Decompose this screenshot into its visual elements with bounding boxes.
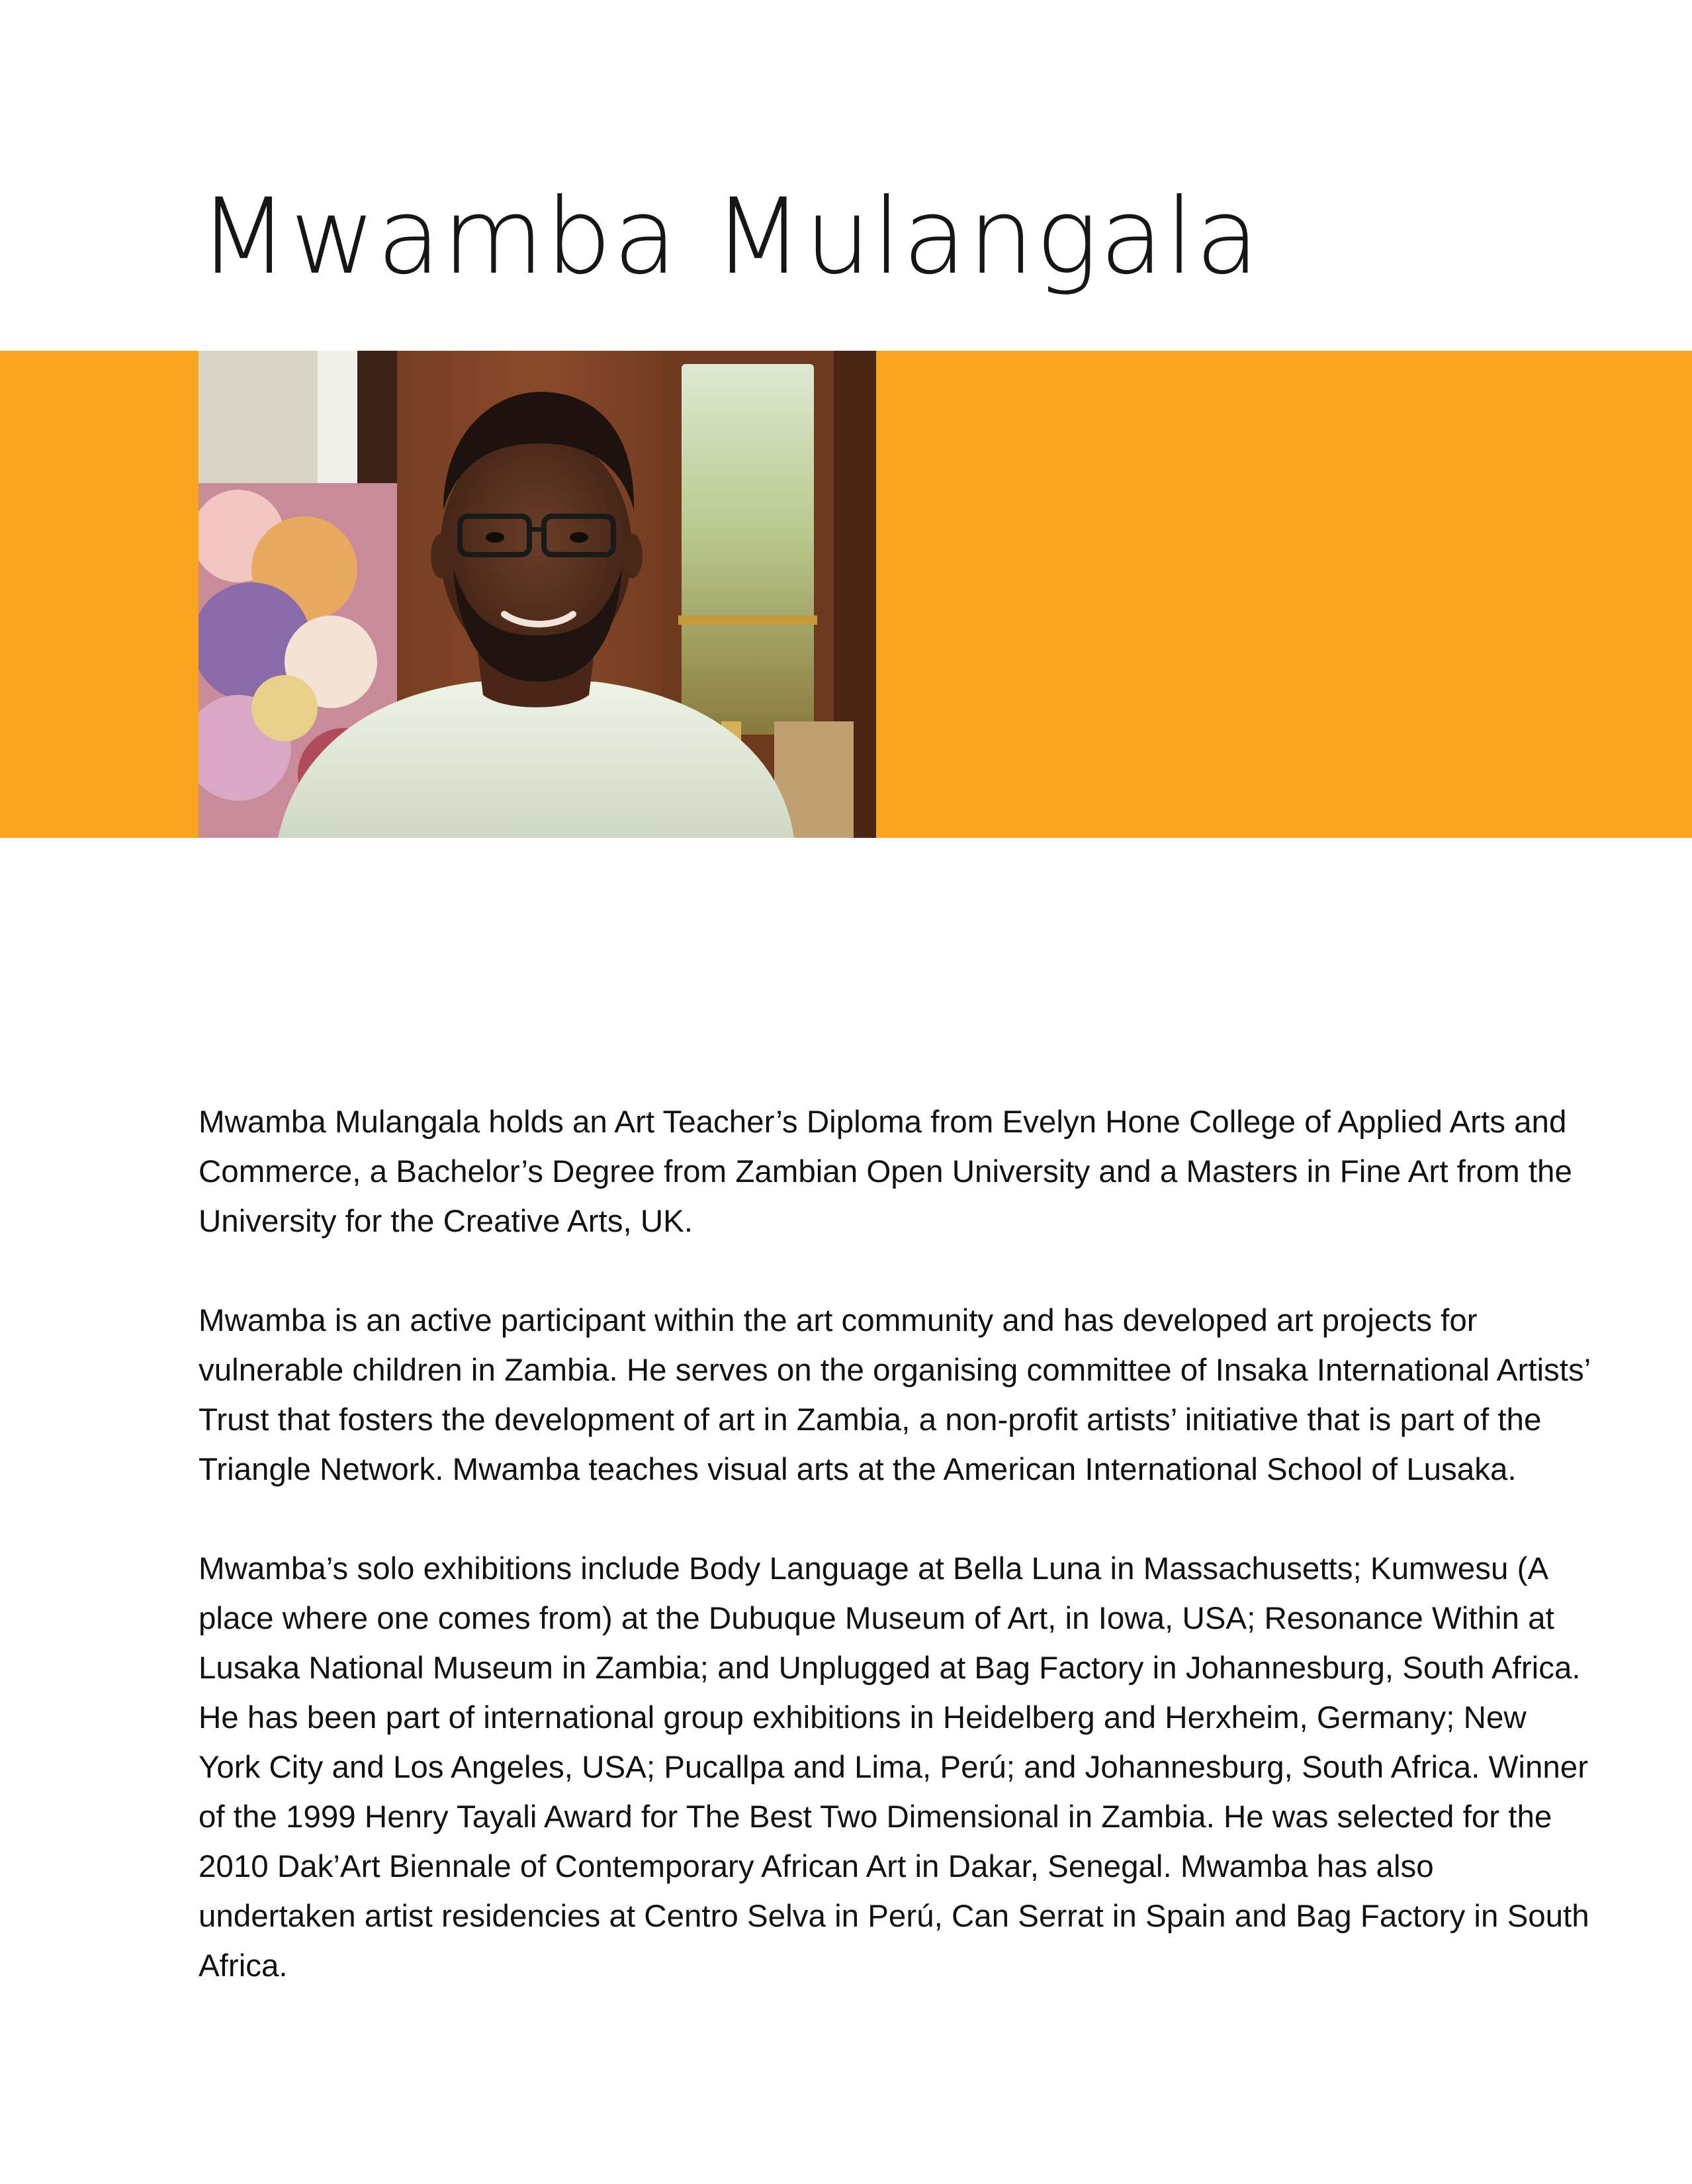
bio-paragraph-exhibitions: Mwamba’s solo exhibitions include Body Language at Bella Luna in Massachusetts; Kumwesu (A place where one comes from) at the Dubuque Museum of Art, in Iowa, USA; Resonance Within at Lusaka National Museum in Zambia; and Unplugged at Bag Factory in Johannesburg, South Africa. He has been part of international group exhibitions in Heidelberg and Herxheim, Germany; New York City and Los Angeles, USA; Pucallpa and Lima, Perú; and Johannesburg, South Africa. Winner of the 1999 Henry Tayali Award for The Best Two Dimensional in Zambia. He was selected for the 2010 Dak’Art Biennale of Contemporary African Art in Dakar, Senegal. Mwamba has also undertaken artist residencies at Centro Selva in Perú, Can Serrat in Spain and Bag Factory in South Africa. — [199, 1551, 1589, 1983]
artist-portrait-photo — [199, 351, 876, 838]
bio-paragraph-education: Mwamba Mulangala holds an Art Teacher’s Diploma from Evelyn Hone College of Applied Arts and Commerce, a Bachelor’s Degree from Zambian Open University and a Masters in Fine Art from the University for the Creative Arts, UK. — [199, 1105, 1572, 1239]
portrait-illustration — [199, 351, 876, 838]
bio-paragraph-community: Mwamba is an active participant within the art community and has developed art projects for vulnerable children in Zambia. He serves on the organising committee of Insaka International Artists’ Trust that fosters the development of art in Zambia, a non-profit artists’ initiative that is part of the Triangle Network. Mwamba teaches visual arts at the American International School of Lusaka. — [199, 1303, 1590, 1487]
page-title: Mwamba Mulangala — [199, 176, 1261, 298]
artist-biography — [199, 1097, 1595, 1991]
